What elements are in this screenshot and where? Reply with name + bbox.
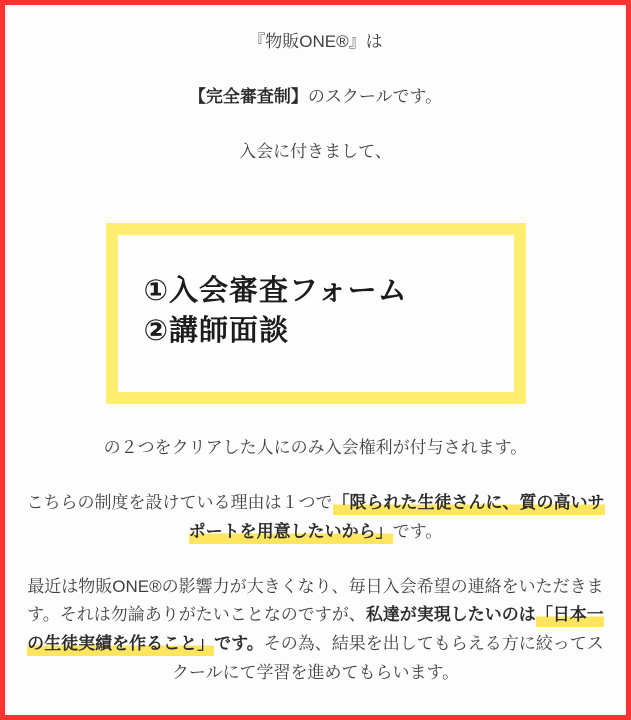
closing-paragraph — [21, 573, 610, 689]
closing-regular-text-2: その為、結果を出してもらえる方に絞ってスクールにて学習を進めてもらいます。 — [171, 634, 604, 683]
closing-bold-text-1: 私達が実現したいのは — [365, 605, 536, 625]
reason-suffix-text: です。 — [392, 521, 443, 541]
screening-system-emphasis: 【完全審査制】 — [188, 86, 308, 106]
audit-steps-box — [106, 223, 526, 404]
after-box-condition — [21, 434, 610, 463]
closing-highlight-text: 「日本一の生徒実績を作ること」 — [27, 605, 604, 656]
intro-line-admission — [21, 138, 610, 167]
closing-regular-text-1: 最近は物販ONE®の影響力が大きくなり、毎日入会希望の連絡をいただきます。それは勿論ありがたいことなのですが、 — [27, 576, 604, 625]
audit-step-1: ①入会審査フォーム — [143, 274, 408, 307]
school-name-text: 『物販ONE®』は — [248, 32, 383, 51]
reason-paragraph — [21, 489, 610, 547]
after-box-condition-text: の２つをクリアした人にのみ入会権利が付与されます。 — [103, 437, 528, 457]
admission-intro-text: 入会に付きまして、 — [239, 141, 392, 161]
reason-prefix-text: こちらの制度を設けている理由は１つで — [26, 492, 333, 512]
closing-bold-text-2: です。 — [214, 634, 264, 654]
intro-line-screening — [21, 83, 610, 112]
audit-step-2: ②講師面談 — [143, 315, 290, 348]
reason-highlight-text: 「限られた生徒さんに、質の高いサポートを用意したいから」 — [189, 493, 605, 544]
intro-line-school-name — [21, 28, 610, 57]
screening-line-rest: のスクールです。 — [307, 86, 443, 106]
